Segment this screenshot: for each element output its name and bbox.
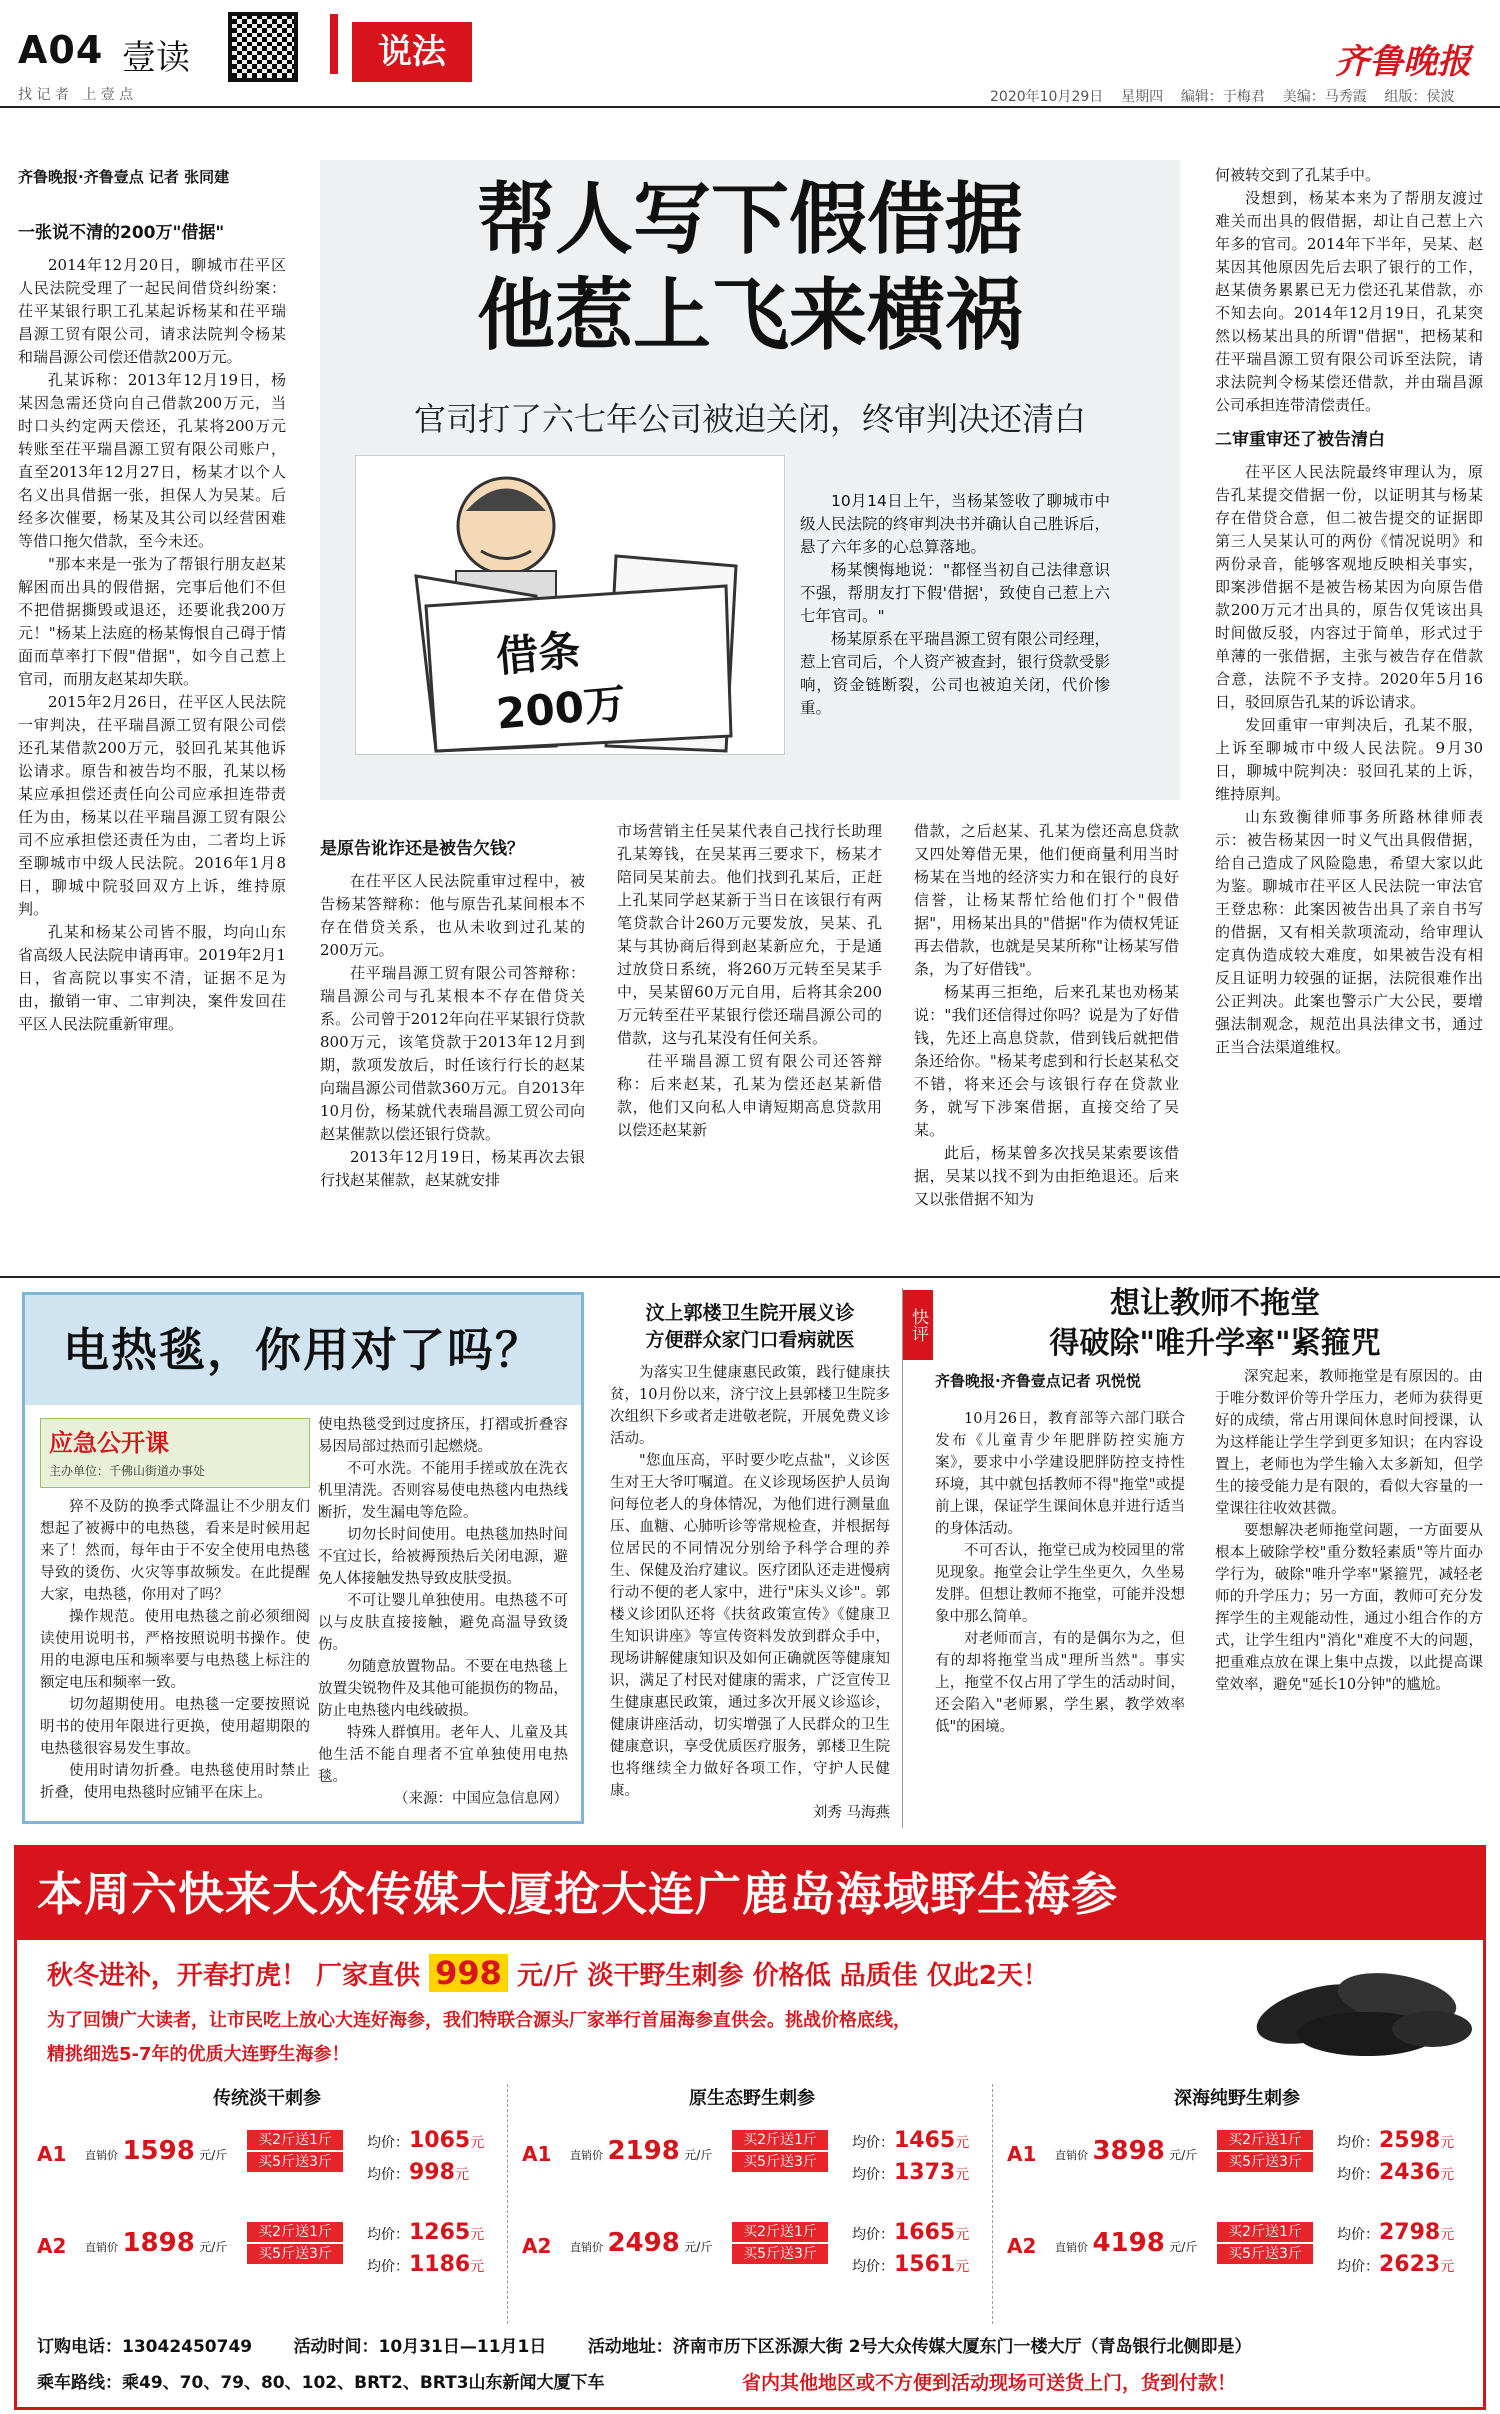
lead-byline: 齐鲁晚报·齐鲁壹点 记者 张同建 [18, 168, 230, 186]
product-code: A1 [1007, 2142, 1037, 2166]
product-code: A2 [37, 2234, 67, 2258]
promo-tag: 买2斤送1斤 [1217, 2222, 1313, 2242]
avg-price-1: 均价：2798元 [1337, 2220, 1455, 2245]
promo-tag: 买2斤送1斤 [247, 2222, 343, 2242]
paragraph: "您血压高，平时要少吃点盐"，义诊医生对王大爷叮嘱道。在义诊现场医护人员询问每位老人的身体情况，为他们进行测量血压、血糖、心肺听诊等常规检查，并根据每位居民的不同情况分别给予科学合理的养生、保健及治疗建议。医疗团队还走进慢病行动不便的老人家中，进行"床头义诊"。郭楼义诊团队还将《扶贫政策宣传》《健康卫生知识讲座》等宣传资料发放到群众手中，现场讲解健康知识及如何正确就医等健康知识，满足了村民对健康的需求，广泛宣传卫生健康惠民政策，通过多次开展义诊巡诊，健康讲座活动，切实增强了人民群众的卫生健康意识，享受优质医疗服务，郭楼卫生院也将继续全力做好各项工作，守护人民健康。 [610, 1453, 890, 1799]
paragraph: 切勿长时间使用。电热毯加热时间不宜过长，给被褥预热后关闭电源，避免人体接触发热导致皮肤受损。 [318, 1527, 568, 1587]
editor: 编辑：于梅君 [1180, 89, 1265, 105]
paragraph: 切勿超期使用。电热毯一定要按照说明书的使用年限进行更换，使用超期限的电热毯很容易发生事故。 [40, 1697, 310, 1757]
list-price-value: 2498 [607, 2228, 680, 2258]
product-code: A2 [1007, 2234, 1037, 2258]
yuan-unit: 元 [1440, 2259, 1455, 2275]
qr-code-icon[interactable] [228, 12, 298, 82]
yuan-unit: 元 [470, 2227, 485, 2243]
avg-price-1: 均价：1265元 [367, 2220, 485, 2245]
summary-para-1: 10月14日上午，当杨某签收了聊城市中级人民法院的终审判决书并确认自己胜诉后，悬了六年多的心总算落地。 [800, 492, 1110, 556]
paragraph: 此后，杨某曾多次找吴某索要该借据，吴某以找不到为由拒绝退还。后来又以张借据不知为 [914, 1144, 1179, 1208]
list-price [85, 2136, 227, 2166]
avg-price-value: 2598 [1379, 2128, 1441, 2153]
promo-tag: 买2斤送1斤 [247, 2130, 343, 2150]
summary-para-2: 杨某懊悔地说："都怪当初自己法律意识不强，帮朋友打下假'借据'，致使自己惹上六七年官司。" [800, 561, 1110, 625]
summary-para-3: 杨某原系在平瑞昌源工贸有限公司经理，惹上官司后，个人资产被查封，银行贷款受影响，资金链断裂，公司也被迫关闭，代价惨重。 [800, 630, 1110, 717]
price-row [37, 2120, 497, 2200]
section-heading-3: 二审重审还了被告清白 [1215, 430, 1385, 450]
avg-price-value: 1665 [894, 2220, 956, 2245]
avg-price-value: 1065 [409, 2128, 471, 2153]
clinic-body [610, 1362, 890, 1826]
list-price [85, 2228, 227, 2258]
issue-date: 2020年10月29日 [990, 89, 1104, 105]
opinion-divider [902, 1288, 903, 1828]
avg-price-value: 1373 [894, 2160, 956, 2185]
list-price-unit: 元/斤 [684, 2148, 713, 2162]
paragraph: "那本来是一张为了帮银行朋友赵某解困而出具的假借据，完事后他们不但不把借据撕毁或退还，还要讹我200万元！"杨某上法庭的杨某悔恨自己碍于情面而草率打下假"借据"，如今自己惹上官司，而朋友赵某却失联。 [18, 555, 286, 688]
section-heading-2: 是原告讹诈还是被告欠钱？ [320, 839, 524, 859]
paragraph: 操作规范。使用电热毯之前必须细阅读使用说明书，严格按照说明书操作。使用的电源电压和频率要与电热毯上标注的额定电压和频率一致。 [40, 1609, 310, 1691]
badge-subtitle: 主办单位：千佛山街道办事处 [49, 1464, 206, 1478]
avg-price-1: 均价：1065元 [367, 2128, 485, 2153]
product-group-title: 深海纯野生刺参 [1174, 2088, 1300, 2109]
list-price-label: 直销价 [1055, 2149, 1088, 2162]
lead-column-3 [617, 820, 882, 1268]
product-code: A2 [522, 2234, 552, 2258]
masthead-rule [0, 106, 1500, 108]
yuan-unit: 元 [1440, 2135, 1455, 2151]
paragraph: 借款，之后赵某、孔某为偿还高息贷款又四处筹借无果，他们便商量利用当时杨某在当地的经济实力和在银行的良好信誉，让杨某帮忙给他们打个"假借据"，用杨某出具的"借据"作为债权凭证再去借款，也就是吴某所称"让杨某写借条，为了好借钱"。 [914, 822, 1179, 978]
avg-price-2: 均价：1561元 [852, 2252, 970, 2277]
paragraph: 勿随意放置物品。不要在电热毯上放置尖锐物件及其他可能损伤的物品，防止电热毯内电线破损。 [318, 1659, 568, 1719]
list-price-value: 2198 [607, 2136, 680, 2166]
promo-tag: 买5斤送3斤 [732, 2152, 828, 2172]
product-code: A1 [522, 2142, 552, 2166]
promo-tag: 买5斤送3斤 [1217, 2244, 1313, 2264]
list-price-label: 直销价 [1055, 2241, 1088, 2254]
avg-price-1: 均价：2598元 [1337, 2128, 1455, 2153]
yuan-unit: 元 [470, 2135, 485, 2151]
promo-tags [732, 2220, 828, 2266]
paragraph: 2015年2月26日，茌平区人民法院一审判决，茌平瑞昌源工贸有限公司偿还孔某借款200万元，驳回孔某其他诉讼请求。原告和被告均不服，孔某以杨某应承担偿还责任向公司应承担连带责任为由，杨某以茌平瑞昌源工贸有限公司不应承担偿还责任为由，二者均上诉至聊城市中级人民法院。2016年1月8日，聊城中院驳回双方上诉，维持原判。 [18, 693, 286, 918]
paragraph: 不可水洗。不能用手搓或放在洗衣机里清洗。否则容易使电热毯内电热线断折，发生漏电等危险。 [318, 1461, 568, 1521]
source-note: （来源：中国应急信息网） [394, 1791, 568, 1807]
list-price [1055, 2228, 1197, 2258]
slogan-suffix: 元/斤 淡干野生刺参 价格低 品质佳 仅此2天！ [516, 1961, 1049, 1991]
lead-bottom-rule [0, 1276, 1500, 1278]
clinic-title [605, 1300, 895, 1354]
lead-column-5 [1215, 164, 1483, 1268]
product-group-title: 传统淡干刺参 [213, 2088, 321, 2109]
sea-cucumber-image [1247, 1944, 1477, 2064]
paragraph: 2014年12月20日，聊城市茌平区人民法院受理了一起民间借贷纠纷案：茌平某银行职工孔某起诉杨某和茌平瑞昌源工贸有限公司，请求法院判令杨某和瑞昌源公司偿还借款200万元。 [18, 256, 286, 366]
lead-column-1 [18, 220, 286, 1270]
headline-line-2: 他惹上飞来横祸 [476, 271, 1023, 361]
paragraph: 山东致衡律师事务所路林律师表示：被告杨某因一时义气出具假借据，给自己造成了风险隐患，希望大家以此为鉴。聊城市茌平区人民法院一审法官王登忠称：此案因被告出具了亲自书写的借据，又有相关款项流动，给审理认定真伪造成较大难度，如果被告没有相反且证明力较强的证据，法院很难作出公正判决。此案也警示广大公民，要增强法制观念，规范出具法律文书，通过正当合法渠道维权。 [1215, 808, 1483, 1056]
lead-subheadline: 官司打了六七年公司被迫关闭，终审判决还清白 [413, 400, 1086, 438]
paragraph: 杨某再三拒绝，后来孔某也劝杨某说："我们还信得过你吗？说是为了好借钱，先还上高息贷款，借到钱后就把借条还给你。"杨某考虑到和行长赵某私交不错，将来还会与该银行存在贷款业务，就写下涉案借据，直接交给了吴某。 [914, 983, 1179, 1139]
paragraph: 使用时请勿折叠。电热毯使用时禁止折叠，使用电热毯时应铺平在床上。 [40, 1763, 310, 1801]
avg-price-1: 均价：1665元 [852, 2220, 970, 2245]
avg-price-2: 均价：2436元 [1337, 2160, 1455, 2185]
list-price-unit: 元/斤 [684, 2240, 713, 2254]
promo-tag: 买2斤送1斤 [732, 2222, 828, 2242]
ad-intro: 为了回馈广大读者，让市民吃上放心大连好海参，我们特联合源头厂家举行首届海参直供会。挑战价格底线， [47, 2010, 911, 2031]
page-number: A04 [18, 28, 104, 72]
opinion-title [945, 1284, 1485, 1364]
paragraph: 特殊人群慎用。老年人、儿童及其他生活不能自理者不宜单独使用电热毯。 [318, 1725, 568, 1785]
yuan-unit: 元 [1440, 2167, 1455, 2183]
ad-box [14, 1845, 1486, 2410]
list-price [570, 2228, 712, 2258]
yuan-unit: 元 [955, 2167, 970, 2183]
masthead [0, 0, 1500, 110]
promo-tags [1217, 2128, 1313, 2174]
avg-price-value: 2798 [1379, 2220, 1441, 2245]
paragraph: 不可让婴儿单独使用。电热毯不可以与皮肤直接接触，避免高温导致烫伤。 [318, 1593, 568, 1653]
promo-tags [247, 2128, 343, 2174]
event-place: 活动地址：济南市历下区泺源大街 2号大众传媒大厦东门一楼大厅（青岛银行北侧即是） [587, 2337, 1252, 2357]
paragraph: 猝不及防的换季式降温让不少朋友们想起了被褥中的电热毯，看来是时候用起来了！然而，每年由于不安全使用电热毯导致的烫伤、火灾等事故频发。在此提醒大家，电热毯，你用对了吗？ [40, 1499, 310, 1603]
avg-price-value: 1465 [894, 2128, 956, 2153]
paragraph: 孔某和杨某公司皆不服，均向山东省高级人民法院申请再审。2019年2月1日，省高院以事实不清，证据不足为由，撤销一审、二审判决，案件发回茌平区人民法院重新审理。 [18, 923, 286, 1033]
paragraph: 不可否认，拖堂已成为校园里的常见现象。拖堂会让学生坐更久，久坐易发胖。但想让教师不拖堂，可能并没想象中那么简单。 [935, 1543, 1185, 1625]
list-price-label: 直销价 [85, 2149, 118, 2162]
avg-price-value: 2623 [1379, 2252, 1441, 2277]
promo-tag: 买2斤送1斤 [732, 2130, 828, 2150]
yuan-unit: 元 [454, 2167, 469, 2183]
paragraph: 为落实卫生健康惠民政策，践行健康扶贫，10月份以来，济宁汶上县郭楼卫生院多次组织下乡或者走进敬老院，开展免费义诊活动。 [610, 1365, 890, 1447]
paragraph: 没想到，杨某本来为了帮朋友渡过难关而出具的假借据，却让自己惹上六年多的官司。2014年下半年，吴某、赵某因其他原因先后去职了银行的工作，赵某债务累累已无力偿还孔某借款，亦不知去向。2014年12月19日，孔某突然以杨某出具的所谓"借据"，把杨某和茌平瑞昌源工贸有限公司诉至法院，请求法院判令杨某偿还借款，并由瑞昌源公司承担连带清偿责任。 [1215, 189, 1483, 414]
yuan-unit: 元 [955, 2227, 970, 2243]
event-time: 活动时间：10月31日—11月1日 [293, 2337, 547, 2357]
avg-price-value: 2436 [1379, 2160, 1441, 2185]
promo-tag: 买2斤送1斤 [1217, 2130, 1313, 2150]
paragraph: 使电热毯受到过度挤压，打褶或折叠容易因局部过热而引起燃烧。 [318, 1417, 568, 1455]
avg-price-2: 均价：1186元 [367, 2252, 485, 2277]
clinic-title-line-1: 汶上郭楼卫生院开展义诊 [645, 1302, 855, 1324]
blanket-title: 电热毯，你用对了吗？ [25, 1295, 581, 1405]
opinion-column-1 [935, 1408, 1185, 1826]
avg-price-value: 1561 [894, 2252, 956, 2277]
paragraph: 茌平区人民法院最终审理认为，原告孔某提交借据一份，以证明其与杨某存在借贷合意，但二被告提交的证据即第三人吴某认可的两份《情况说明》和两份录音，能够客观地反映相关事实，即案涉借据不是被告杨某因为向原告借款200万元才出具的，原告仅凭该出具时间做反驳，内容过于简单，形式过于单薄的一张借据，主张与被告存在借款合意，法院不予支持。2020年5月16日，驳回原告孔某的诉讼请求。 [1215, 463, 1483, 711]
ad-footer-line-1 [37, 2332, 1252, 2357]
opinion-title-line-1: 想让教师不拖堂 [1110, 1286, 1320, 1321]
section-heading-1: 一张说不清的200万"借据" [18, 223, 225, 243]
paragraph: 要想解决老师拖堂问题，一方面要从根本上破除学校"重分数轻素质"等片面办学行为，破除"唯升学率"紧箍咒，减轻老师的升学压力；另一方面，教师可充分发挥学生的主观能动性，通过小组合作的方式，让学生组内"消化"难度不大的问题，把重难点放在课上集中点拨，以此提高课堂效率，避免"延长10分钟"的尴尬。 [1215, 1523, 1483, 1693]
promo-tags [247, 2220, 343, 2266]
list-price-value: 1898 [122, 2228, 195, 2258]
product-code: A1 [37, 2142, 67, 2166]
opinion-title-line-2: 得破除"唯升学率"紧箍咒 [1049, 1326, 1381, 1361]
avg-price-1: 均价：1465元 [852, 2128, 970, 2153]
header-info [990, 86, 1455, 106]
ad-slogan [47, 1954, 1049, 1992]
opinion-column-2 [1215, 1366, 1483, 1826]
lead-summary [800, 490, 1110, 720]
list-price-unit: 元/斤 [1169, 2148, 1198, 2162]
blanket-column-2 [318, 1414, 568, 1818]
list-price [1055, 2136, 1197, 2166]
paragraph: 茌平瑞昌源工贸有限公司还答辩称：后来赵某，孔某为偿还赵某新借款，他们又向私人申请短期高息贷款用以偿还赵某新 [617, 1052, 882, 1139]
promo-tag: 买5斤送3斤 [247, 2244, 343, 2264]
author-line: 刘秀 马海燕 [812, 1805, 890, 1821]
list-price [570, 2136, 712, 2166]
yuan-unit: 元 [470, 2259, 485, 2275]
price-row [37, 2212, 497, 2292]
paragraph: 市场营销主任吴某代表自己找行长助理孔某筹钱，在吴某再三要求下，杨某才陪同吴某前去。他们找到孔某后，正赶上孔某同学赵某新于当日在该银行有两笔贷款合计260万元要发放，吴某、孔某与其协商后得到赵某新应允，于是通过放贷日系统，将260万元转至吴某手中，吴某留60万元自用，后将其余200万元转至茌平某银行偿还瑞昌源公司的借款，这与孔某没有任何关系。 [617, 822, 882, 1047]
emergency-badge [40, 1418, 310, 1488]
paragraph: 2013年12月19日，杨某再次去银行找赵某催款，赵某就安排 [320, 1148, 585, 1189]
price-row [1007, 2212, 1467, 2292]
paragraph: 对老师而言，有的是偶尔为之，但有的却将拖堂当成"理所当然"。事实上，拖堂不仅占用了学生的活动时间，还会陷入"老师累，学生累，教学效率低"的困境。 [935, 1631, 1185, 1735]
avg-price-2: 均价：1373元 [852, 2160, 970, 2185]
promo-tag: 买5斤送3斤 [247, 2152, 343, 2172]
lead-column-4 [914, 820, 1179, 1268]
paragraph: 孔某诉称：2013年12月19日，杨某因急需还贷向自己借款200万元，当时口头约定两天偿还，孔某将200万元转账至茌平瑞昌源工贸有限公司账户，直至2013年12月27日，杨某才以个人名义出具借据一张，担保人为吴某。后经多次催要，杨某及其公司以经营困难等借口拖欠借款，至今未还。 [18, 371, 286, 550]
avg-price-value: 1265 [409, 2220, 471, 2245]
promo-tag: 买5斤送3斤 [732, 2244, 828, 2264]
avg-price-value: 1186 [409, 2252, 471, 2277]
column-tag: 说法 [352, 22, 472, 82]
artist: 美编：马秀霞 [1282, 89, 1367, 105]
list-price-value: 3898 [1092, 2136, 1165, 2166]
price-row [1007, 2120, 1467, 2200]
clinic-title-line-2: 方便群众家门口看病就医 [645, 1329, 855, 1351]
list-price-label: 直销价 [570, 2241, 603, 2254]
list-price-unit: 元/斤 [199, 2240, 228, 2254]
paragraph: 茌平瑞昌源工贸有限公司答辩称：瑞昌源公司与孔某根本不存在借贷关系。公司曾于2012年向茌平某银行贷款800万元，该笔贷款于2013年12月到期，款项发放后，时任该行行长的赵某向瑞昌源公司借款360万元。自2013年10月份，杨某就代表瑞昌源工贸公司向赵某催款以偿还银行贷款。 [320, 964, 585, 1143]
group-divider [992, 2084, 993, 2324]
yuan-unit: 元 [1440, 2227, 1455, 2243]
avg-price-2: 均价：998元 [367, 2160, 469, 2185]
ad-intro-2: 精挑细选5-7年的优质大连野生海参！ [47, 2044, 350, 2065]
ad-headline: 本周六快来大众传媒大厦抢大连广鹿岛海域野生海参 [17, 1848, 1483, 1940]
opinion-byline: 齐鲁晚报·齐鲁壹点记者 巩悦悦 [935, 1372, 1141, 1390]
sea-cucumber-icon [1247, 1944, 1477, 2064]
list-price-unit: 元/斤 [199, 2148, 228, 2162]
price-row [522, 2212, 982, 2292]
blanket-column-1 [40, 1496, 310, 1818]
slogan-price: 998 [429, 1954, 508, 1992]
column-tag-frame [330, 14, 338, 74]
slogan-prefix: 秋冬进补，开春打虎！ 厂家直供 [47, 1961, 421, 1991]
headline-line-1: 帮人写下假借据 [476, 175, 1023, 265]
yuan-unit: 元 [955, 2259, 970, 2275]
price-row [522, 2120, 982, 2200]
delivery-note: 省内其他地区或不方便到活动现场可送货上门，货到付款！ [742, 2372, 1237, 2394]
opinion-tag: 快评 [903, 1290, 933, 1360]
lead-column-2 [320, 828, 585, 1268]
list-price-label: 直销价 [85, 2241, 118, 2254]
paragraph: 10月26日，教育部等六部门联合发布《儿童青少年肥胖防控实施方案》，要求中小学建设肥胖防控支持性环境，其中就包括教师不得"拖堂"或提前上课，保证学生课间休息并进行适当的身体活动。 [935, 1411, 1185, 1537]
list-price-unit: 元/斤 [1169, 2240, 1198, 2254]
yuan-unit: 元 [955, 2135, 970, 2151]
paper-logo: 齐鲁晚报 [1335, 42, 1471, 82]
order-phone: 订购电话：13042450749 [37, 2337, 253, 2357]
tagline: 找 记 者 上 壹 点 [18, 87, 134, 103]
section-name: 壹读 [122, 38, 190, 78]
promo-tags [732, 2128, 828, 2174]
paragraph: 发回重审一审判决后，孔某不服，上诉至聊城市中级人民法院。9月30日，聊城中院判决：驳回孔某的上诉，维持原判。 [1215, 716, 1483, 803]
paragraph: 何被转交到了孔某手中。 [1215, 166, 1381, 184]
group-divider [507, 2084, 508, 2324]
loan-note-illustration [355, 455, 785, 755]
list-price-value: 1598 [122, 2136, 195, 2166]
avg-price-value: 998 [409, 2160, 455, 2185]
paragraph: 深究起来，教师拖堂是有原因的。由于唯分数评价等升学压力，老师为获得更好的成绩，常占用课间休息时间授课，认为这样能让学生学到更多知识；在内容设置上，老师也为学生输入太多新知，但学生的接受能力是有限的，看似大容量的一堂课往往收效甚微。 [1215, 1369, 1483, 1517]
lead-headline [320, 172, 1180, 364]
promo-tag: 买5斤送3斤 [1217, 2152, 1313, 2172]
list-price-value: 4198 [1092, 2228, 1165, 2258]
promo-tags [1217, 2220, 1313, 2266]
illus-text-jietiao: 借条 [494, 625, 583, 682]
product-group-title: 原生态野生刺参 [689, 2088, 815, 2109]
avg-price-2: 均价：2623元 [1337, 2252, 1455, 2277]
list-price-label: 直销价 [570, 2149, 603, 2162]
badge-title: 应急公开课 [49, 1429, 169, 1457]
paragraph: 在茌平区人民法院重审过程中，被告杨某答辩称：他与原告孔某间根本不存在借贷关系，也从未收到过孔某的200万元。 [320, 872, 585, 959]
illus-text-amount: 200万 [494, 678, 628, 739]
proofreader: 组版：侯波 [1384, 89, 1455, 105]
weekday: 星期四 [1121, 89, 1164, 105]
bus-route: 乘车路线：乘49、70、79、80、102、BRT2、BRT3山东新闻大厦下车 [37, 2373, 605, 2393]
